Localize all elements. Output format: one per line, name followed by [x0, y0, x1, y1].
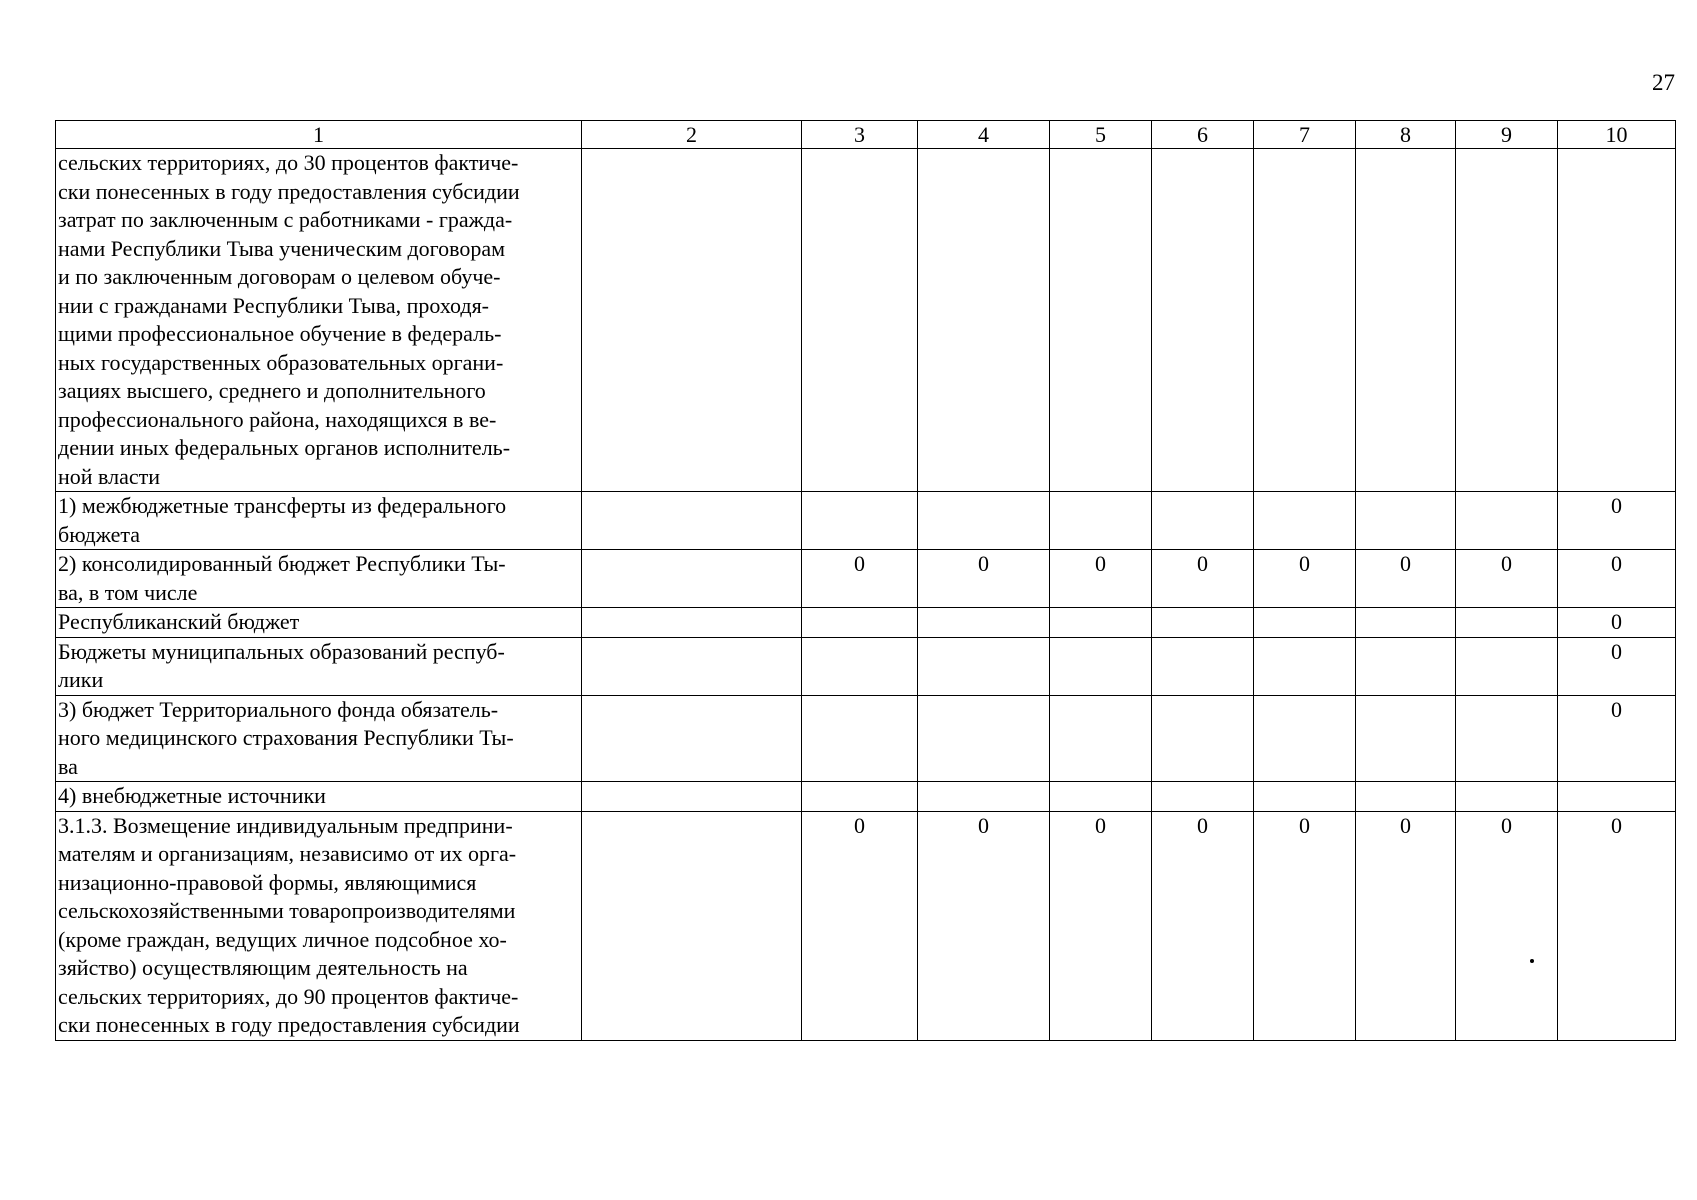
value-cell-col-2 [582, 492, 802, 550]
value-cell-col-3: 0 [802, 550, 918, 608]
column-header-6: 6 [1152, 121, 1254, 149]
value-cell-col-6 [1152, 782, 1254, 812]
value-cell-col-3 [802, 608, 918, 638]
value-cell-col-9: 0 [1456, 550, 1558, 608]
value-cell-col-3 [802, 492, 918, 550]
column-header-3: 3 [802, 121, 918, 149]
column-header-1: 1 [56, 121, 582, 149]
value-cell-col-9: 0 [1456, 811, 1558, 1040]
table-row [56, 492, 1676, 550]
value-cell-col-10: 0 [1558, 550, 1676, 608]
column-header-2: 2 [582, 121, 802, 149]
table-row [56, 637, 1676, 695]
row-description: 1) межбюджетные трансферты из федерального бюджета [56, 492, 582, 550]
value-cell-col-4: 0 [918, 811, 1050, 1040]
table-row [56, 550, 1676, 608]
value-cell-col-5 [1050, 637, 1152, 695]
value-cell-col-3: 0 [802, 811, 918, 1040]
value-cell-col-3 [802, 149, 918, 492]
header-row [56, 121, 1676, 149]
budget-table [55, 120, 1676, 1041]
value-cell-col-8 [1356, 782, 1456, 812]
value-cell-col-9 [1456, 149, 1558, 492]
value-cell-col-9 [1456, 782, 1558, 812]
value-cell-col-10: 0 [1558, 637, 1676, 695]
value-cell-col-8 [1356, 492, 1456, 550]
value-cell-col-10: 0 [1558, 492, 1676, 550]
value-cell-col-7: 0 [1254, 550, 1356, 608]
value-cell-col-6: 0 [1152, 550, 1254, 608]
column-header-10: 10 [1558, 121, 1676, 149]
value-cell-col-10: 0 [1558, 811, 1676, 1040]
table-row [56, 695, 1676, 782]
row-description: сельских территориях, до 30 процентов фактиче- ски понесенных в году предоставления субсидии затрат по заключенным с работниками - гражда- нами Республики Тыва ученическим договорам и по заключенным договорам о целевом обуче- нии с гражданами Республики Тыва, проходя- щими профессиональное обучение в федераль- ных государственных образовательных органи- зациях высшего, среднего и дополнительного профессионального района, находящихся в ве- дении иных федеральных органов исполнитель- ной власти [56, 149, 582, 492]
value-cell-col-6 [1152, 149, 1254, 492]
value-cell-col-3 [802, 637, 918, 695]
row-description: 3.1.3. Возмещение индивидуальным предприни- мателям и организациям, независимо от их орга- низационно-правовой формы, являющимися сельскохозяйственными товаропроизводителями (кроме граждан, ведущих личное подсобное хо- зяйство) осуществляющим деятельность на сельских территориях, до 90 процентов фактиче- ски понесенных в году предоставления субсидии [56, 811, 582, 1040]
value-cell-col-4 [918, 695, 1050, 782]
value-cell-col-10 [1558, 782, 1676, 812]
row-description: 4) внебюджетные источники [56, 782, 582, 812]
column-header-9: 9 [1456, 121, 1558, 149]
value-cell-col-2 [582, 637, 802, 695]
value-cell-col-3 [802, 782, 918, 812]
value-cell-col-2 [582, 811, 802, 1040]
value-cell-col-7 [1254, 782, 1356, 812]
value-cell-col-9 [1456, 695, 1558, 782]
value-cell-col-8 [1356, 608, 1456, 638]
table-body [56, 149, 1676, 1041]
value-cell-col-2 [582, 149, 802, 492]
value-cell-col-6 [1152, 695, 1254, 782]
value-cell-col-7 [1254, 492, 1356, 550]
value-cell-col-4: 0 [918, 550, 1050, 608]
value-cell-col-9 [1456, 492, 1558, 550]
value-cell-col-3 [802, 695, 918, 782]
value-cell-col-10: 0 [1558, 695, 1676, 782]
value-cell-col-7: 0 [1254, 811, 1356, 1040]
value-cell-col-5: 0 [1050, 550, 1152, 608]
column-header-8: 8 [1356, 121, 1456, 149]
scan-speck [1530, 959, 1534, 963]
value-cell-col-4 [918, 637, 1050, 695]
column-header-7: 7 [1254, 121, 1356, 149]
value-cell-col-2 [582, 550, 802, 608]
value-cell-col-6 [1152, 608, 1254, 638]
value-cell-col-8: 0 [1356, 811, 1456, 1040]
column-header-5: 5 [1050, 121, 1152, 149]
row-description: 3) бюджет Территориального фонда обязатель- ного медицинского страхования Республики Ты- ва [56, 695, 582, 782]
value-cell-col-7 [1254, 695, 1356, 782]
value-cell-col-5 [1050, 149, 1152, 492]
value-cell-col-10: 0 [1558, 608, 1676, 638]
value-cell-col-4 [918, 492, 1050, 550]
value-cell-col-6 [1152, 492, 1254, 550]
table-row [56, 149, 1676, 492]
value-cell-col-5 [1050, 492, 1152, 550]
row-description: 2) консолидированный бюджет Республики Ты- ва, в том числе [56, 550, 582, 608]
value-cell-col-6 [1152, 637, 1254, 695]
column-header-4: 4 [918, 121, 1050, 149]
value-cell-col-6: 0 [1152, 811, 1254, 1040]
value-cell-col-5 [1050, 782, 1152, 812]
value-cell-col-7 [1254, 608, 1356, 638]
value-cell-col-7 [1254, 149, 1356, 492]
value-cell-col-2 [582, 608, 802, 638]
table-row [56, 608, 1676, 638]
table-row [56, 782, 1676, 812]
value-cell-col-8 [1356, 695, 1456, 782]
row-description: Республиканский бюджет [56, 608, 582, 638]
value-cell-col-4 [918, 782, 1050, 812]
value-cell-col-8: 0 [1356, 550, 1456, 608]
value-cell-col-2 [582, 782, 802, 812]
value-cell-col-4 [918, 149, 1050, 492]
value-cell-col-9 [1456, 608, 1558, 638]
value-cell-col-5 [1050, 695, 1152, 782]
value-cell-col-10 [1558, 149, 1676, 492]
value-cell-col-2 [582, 695, 802, 782]
value-cell-col-8 [1356, 637, 1456, 695]
value-cell-col-5: 0 [1050, 811, 1152, 1040]
table-row [56, 811, 1676, 1040]
value-cell-col-9 [1456, 637, 1558, 695]
row-description: Бюджеты муниципальных образований респуб- лики [56, 637, 582, 695]
value-cell-col-8 [1356, 149, 1456, 492]
page-number: 27 [1652, 70, 1675, 95]
value-cell-col-5 [1050, 608, 1152, 638]
value-cell-col-7 [1254, 637, 1356, 695]
value-cell-col-4 [918, 608, 1050, 638]
